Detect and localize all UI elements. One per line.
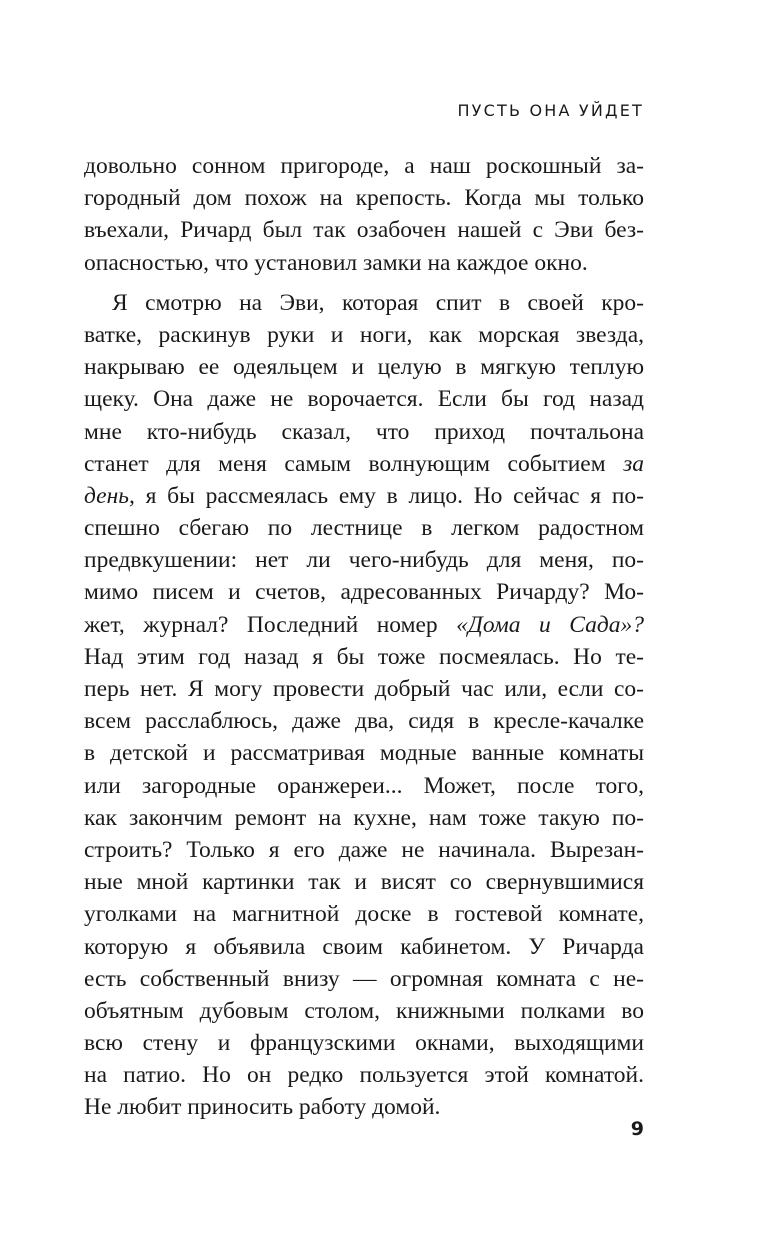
body-text (84, 150, 644, 1124)
text-line (84, 1027, 644, 1059)
italic-text-segment: день, (84, 482, 135, 509)
text-segment: опасностью, что установил замки на каждое окно. (84, 249, 588, 276)
text-segment: въехали, Ричард был так озабочен нашей с Эви без- (84, 217, 644, 244)
text-line (84, 544, 644, 576)
italic-text-segment: за (623, 450, 644, 477)
running-header: ПУСТЬ ОНА УЙДЕТ (457, 101, 644, 120)
text-line (84, 512, 644, 544)
text-segment: ные мной картинки так и висят со свернувшимися (84, 869, 644, 896)
italic-text-segment: «Дома и Сада»? (456, 611, 644, 638)
text-line (84, 319, 644, 351)
text-segment: или загородные оранжереи... Может, после того, (84, 772, 644, 799)
text-line (84, 214, 644, 246)
text-segment: на патио. Но он редко пользуется этой комнатой. (84, 1062, 644, 1089)
text-segment: ватке, раскинув руки и ноги, как морская звезда, (84, 321, 644, 348)
text-segment: Я смотрю на Эви, которая спит в своей кро- (112, 289, 644, 316)
text-segment: щеку. Она даже не ворочается. Если бы год назад (84, 386, 644, 413)
text-segment: довольно сонном пригороде, а наш роскошный за- (84, 153, 644, 179)
paragraph (84, 150, 644, 279)
text-segment: я бы рассмеялась ему в лицо. Но сейчас я по- (134, 482, 644, 509)
text-segment: объятным дубовым столом, книжными полками во (84, 997, 644, 1024)
text-line (84, 609, 644, 641)
text-segment: всем расслаблюсь, даже два, сидя в кресле-качалке (84, 708, 644, 735)
page-number: 9 (630, 1118, 644, 1140)
text-line (84, 641, 644, 673)
text-line (84, 287, 644, 319)
text-line (84, 416, 644, 448)
text-line (84, 834, 644, 866)
text-segment: предвкушении: нет ли чего-нибудь для меня, по- (84, 547, 644, 574)
text-line (84, 995, 644, 1027)
text-segment: станет для меня самым волнующим событием (84, 450, 624, 477)
text-line (84, 576, 644, 608)
text-line (84, 383, 644, 415)
text-line (84, 866, 644, 898)
text-segment: которую я объявила своим кабинетом. У Ричарда (84, 933, 644, 960)
text-segment: жет, журнал? Последний номер (84, 611, 457, 638)
text-line (84, 351, 644, 383)
text-segment: в детской и рассматривая модные ванные комнаты (84, 740, 644, 767)
text-segment: городный дом похож на крепость. Когда мы только (84, 185, 644, 212)
text-line (84, 247, 644, 279)
text-segment: спешно сбегаю по лестнице в легком радостном (84, 515, 644, 542)
text-line (84, 448, 644, 480)
text-segment: Не любит приносить работу домой. (84, 1094, 441, 1121)
text-line (84, 705, 644, 737)
text-line (84, 963, 644, 995)
text-line (84, 1059, 644, 1091)
text-line (84, 1091, 644, 1123)
paragraph (84, 287, 644, 1124)
text-line (84, 931, 644, 963)
text-segment: как закончим ремонт на кухне, нам тоже такую по- (84, 804, 644, 831)
text-line (84, 150, 644, 182)
text-line (84, 182, 644, 214)
text-segment: строить? Только я его даже не начинала. Вырезан- (84, 836, 644, 863)
text-segment: Над этим год назад я бы тоже посмеялась. Но те- (84, 643, 644, 670)
text-line (84, 770, 644, 802)
text-segment: перь нет. Я могу провести добрый час или, если со- (84, 676, 644, 702)
text-line (84, 802, 644, 834)
text-segment: мне кто-нибудь сказал, что приход почтальона (84, 418, 644, 445)
text-segment: мимо писем и счетов, адресованных Ричарду? Мо- (84, 579, 644, 606)
text-segment: накрываю ее одеяльцем и целую в мягкую теплую (84, 354, 644, 381)
text-line (84, 737, 644, 769)
text-segment: есть собственный внизу — огромная комната с не- (84, 965, 644, 992)
text-segment: уголками на магнитной доске в гостевой комнате, (84, 901, 644, 928)
text-segment: всю стену и французскими окнами, выходящими (84, 1030, 644, 1057)
text-line (84, 898, 644, 930)
text-line (84, 673, 644, 705)
text-line (84, 480, 644, 512)
